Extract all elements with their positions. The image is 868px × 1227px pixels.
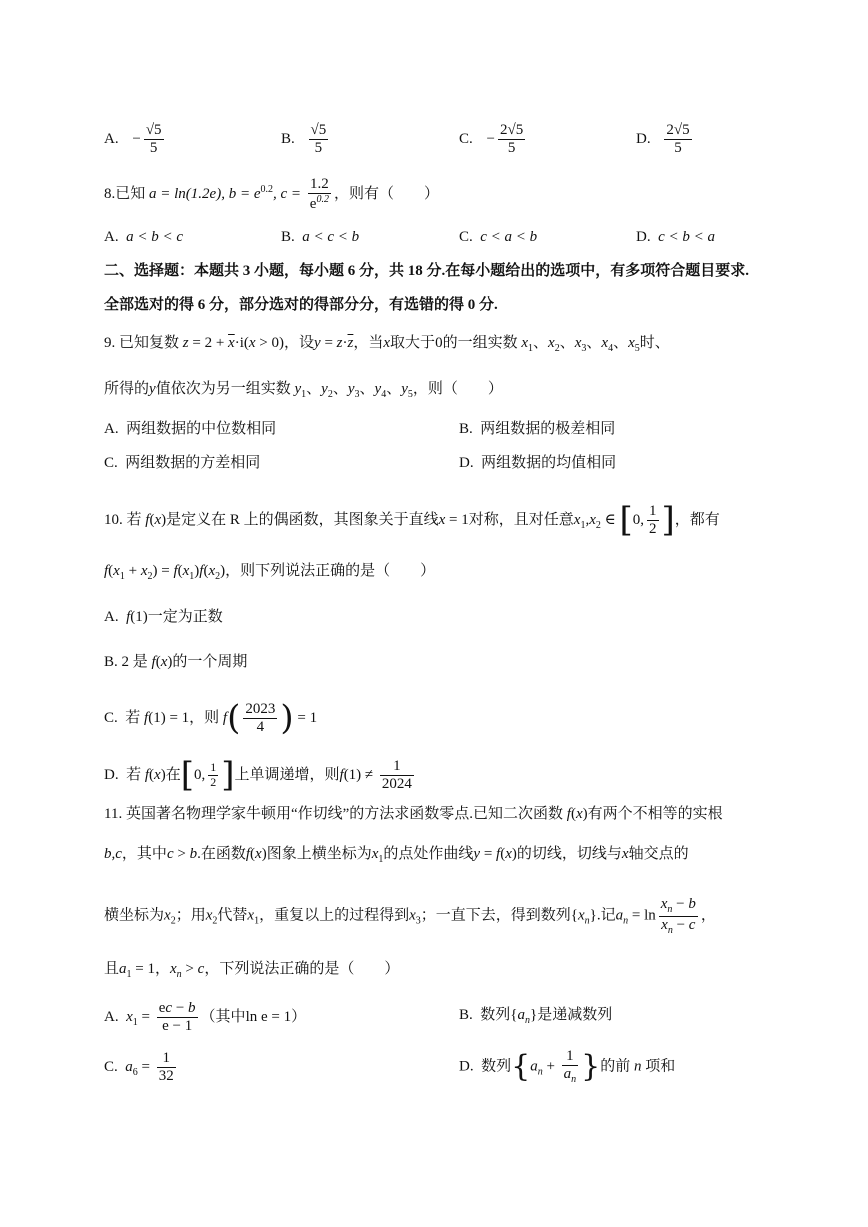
q7-option-d: D. $\frac{2√5}{5}$ <box>636 122 690 157</box>
q7-option-c: C. − $\frac{2√5}{5}$ <box>459 122 524 157</box>
q10-option-a: A. f(1)一定为正数 <box>104 609 223 625</box>
q11-option-c: C. $a_6$ = $\frac{1}{32}$ <box>104 1050 174 1085</box>
q8-option-d: D. c < b < a <box>636 229 715 245</box>
question-10-line1: 10. 若 f(x)是定义在 R 上的偶函数，其图象关于直线x = 1对称，且对任意$x_1,x_2$ ∈ [0, $\frac{1}{2}$ ]，都有 <box>104 500 720 540</box>
q9-option-a: A. 两组数据的中位数相同 <box>104 421 277 437</box>
q10-option-d: D. 若 f(x)在[0, $\frac{1}{2}$ ]上单调递增，则f(1) ≠ $\frac{1}{2024}$ <box>104 755 412 795</box>
q10-option-c: C. 若 f(1) = 1，则 f( $\frac{2023}{4}$ ) = 1 <box>104 698 318 738</box>
q7-option-a: A. − $\frac{√5}{5}$ <box>104 122 162 157</box>
question-11-line3: 横坐标为$x_2$；用$x_2$代替$x_1$，重复以上的过程得到$x_3$；一直下去，得到数列$\{x_n\}$.记$a_n = \ln$ $\frac{x_n - b}{x_n - c}$ ， <box>104 896 716 936</box>
question-9-line2: 所得的y值依次为另一组实数 $y_1$、$y_2$、$y_3$、$y_4$、$y_5$，则（ ） <box>104 381 503 400</box>
section-2-heading-line1: 二、选择题：本题共 3 小题，每小题 6 分，共 18 分.在每小题给出的选项中，有多项符合题目要求. <box>104 263 750 279</box>
q9-option-c: C. 两组数据的方差相同 <box>104 455 261 471</box>
question-10-line2: $f(x_1 + x_2) = f(x_1)f(x_2)$，则下列说法正确的是（ ） <box>104 563 436 582</box>
question-11-line1: 11. 英国著名物理学家牛顿用“作切线”的方法求函数零点.已知二次函数 f(x)有两个不相等的实根 <box>104 806 723 822</box>
question-11-line2: b,c，其中c > b.在函数f(x)图象上横坐标为$x_1$的点处作曲线y = f(x)的切线，切线与x轴交点的 <box>104 846 689 865</box>
q11-option-b: B. 数列$\{a_n\}$是递减数列 <box>459 1007 613 1026</box>
q8-option-c: C. c < a < b <box>459 229 538 245</box>
q8-option-a: A. a < b < c <box>104 229 183 245</box>
question-8: 8.已知 a = ln(1.2e), $b = e^{0.2}$, c = $\frac{1.2}{e^{0.2}}$ ，则有（ ） <box>104 176 439 213</box>
q9-option-d: D. 两组数据的均值相同 <box>459 455 617 471</box>
q8-option-b: B. a < c < b <box>281 229 360 245</box>
q7-option-b: B. $\frac{√5}{5}$ <box>281 122 327 157</box>
question-9-line1: 9. 已知复数 $z = 2 + \overline{x}\cdot i(x > 0)$，设$y = z\cdot\overline{z}$，当x取大于0的一组实数 $x_1$、$x_2$、$x_3$、$x_4$、$x_5$时、 <box>104 335 670 354</box>
section-2-heading-line2: 全部选对的得 6 分，部分选对的得部分分，有选错的得 0 分. <box>104 297 498 313</box>
question-11-line4: 且$a_1 = 1$，$x_n > c$，下列说法正确的是（ ） <box>104 961 400 980</box>
q10-option-b: B. 2 是 f(x)的一个周期 <box>104 654 248 670</box>
q11-option-d: D. 数列{$a_n$ + $\frac{1}{a_n}$ }的前 n 项和 <box>459 1048 676 1086</box>
q11-option-a: A. $x_1$ = $\frac{ec - b}{e - 1}$ （其中ln e = 1） <box>104 1000 307 1035</box>
q9-option-b: B. 两组数据的极差相同 <box>459 421 616 437</box>
